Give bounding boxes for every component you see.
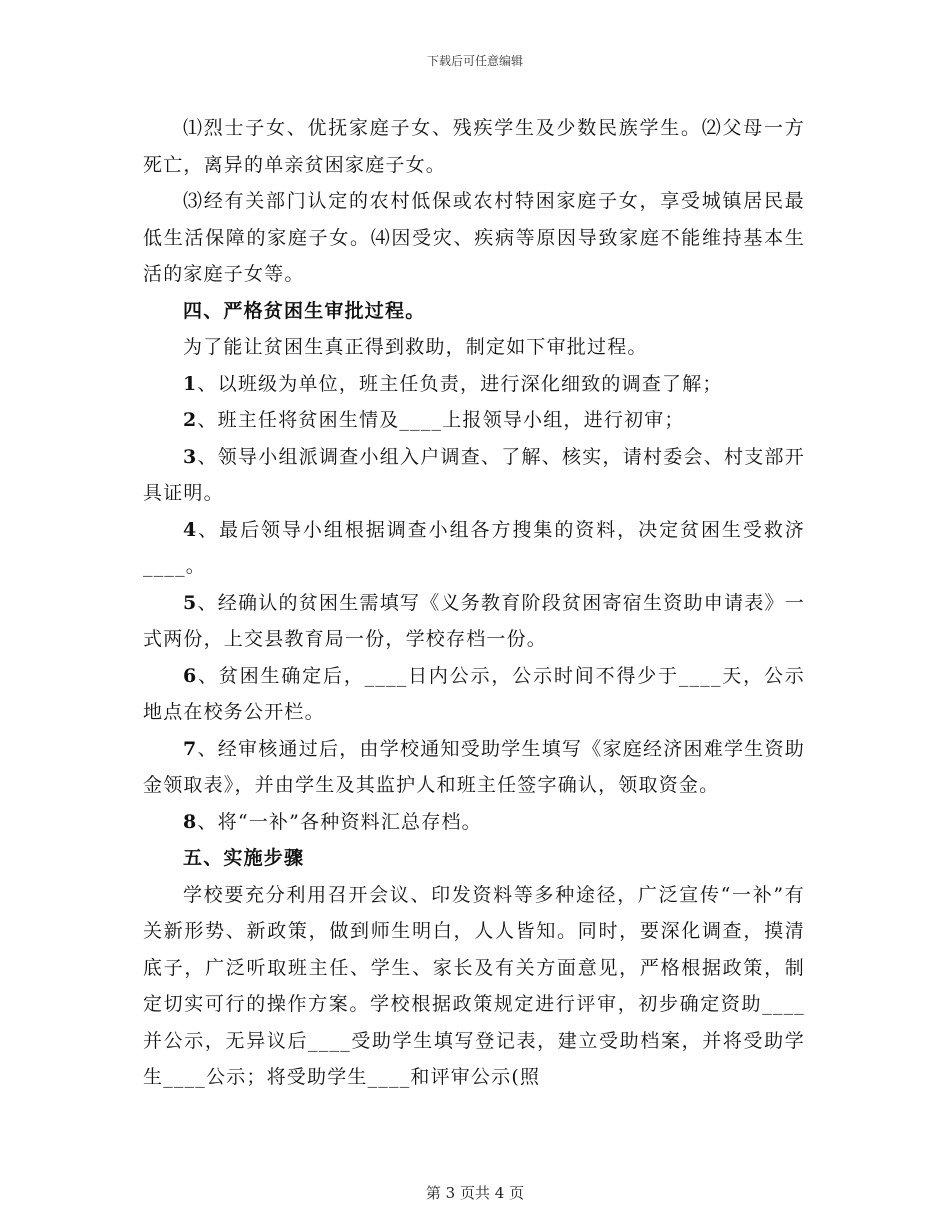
section-heading-5 <box>143 840 805 877</box>
step-number: 6 <box>183 664 198 687</box>
paragraph-text: ⑶经有关部门认定的农村低保或农村特困家庭子女，享受城镇居民最低生活保障的家庭子女。⑷因受灾、疾病等原因导致家庭不能维持基本生活的家庭子女等。 <box>143 190 805 285</box>
step-8 <box>143 804 805 841</box>
paragraph-intro <box>143 329 805 366</box>
paragraph-text: 为了能让贫困生真正得到救助，制定如下审批过程。 <box>183 336 648 358</box>
step-number: 5 <box>183 591 198 614</box>
step-1 <box>143 366 805 403</box>
page-footer: 第 3 页共 4 页 <box>425 1184 525 1202</box>
step-number: 7 <box>183 737 198 760</box>
step-text: 、贫困生确定后，____日内公示，公示时间不得少于____天，公示地点在校务公开栏。 <box>143 664 805 723</box>
step-4 <box>143 512 805 585</box>
step-number: 3 <box>183 445 198 468</box>
step-3 <box>143 439 805 512</box>
step-text: 、以班级为单位，班主任负责，进行深化细致的调查了解； <box>197 372 723 395</box>
step-6 <box>143 658 805 731</box>
step-text: 、领导小组派调查小组入户调查、了解、核实，请村委会、村支部开具证明。 <box>143 445 805 504</box>
paragraph-text: ⑴烈士子女、优抚家庭子女、残疾学生及少数民族学生。⑵父母一方死亡，离异的单亲贫困家庭子女。 <box>143 117 805 176</box>
step-text: 、将“一补”各种资料汇总存档。 <box>197 810 482 833</box>
page-header: 下载后可任意编辑 <box>426 54 523 68</box>
paragraph-implementation <box>143 877 805 1096</box>
step-number: 4 <box>183 518 198 541</box>
step-text: 、经审核通过后，由学校通知受助学生填写《家庭经济困难学生资助金领取表》，并由学生及其监护人和班主任签字确认，领取资金。 <box>143 737 805 796</box>
step-number: 2 <box>183 409 198 431</box>
step-text: 、最后领导小组根据调查小组各方搜集的资料，决定贫困生受救济____。 <box>143 518 805 577</box>
step-number: 8 <box>183 810 198 833</box>
step-7 <box>143 731 805 804</box>
paragraph-text: 学校要充分利用召开会议、印发资料等多种途径，广泛宣传“一补”有关新形势、新政策，做到师生明白，人人皆知。同时，要深化调查，摸清底子，广泛听取班主任、学生、家长及有关方面意见，严格根据政策，制定切实可行的操作方案。学校根据政策规定进行评审，初步确定资助____并公示，无异议后____受助学生填写登记表，建立受助档案，并将受助学生____公示；将受助学生____和评审公示(照 <box>143 883 805 1088</box>
step-2 <box>143 402 805 439</box>
step-text: 、班主任将贫困生情及____上报领导小组，进行初审； <box>197 409 685 431</box>
step-text: 、经确认的贫困生需填写《义务教育阶段贫困寄宿生资助申请表》一式两份，上交县教育局一份，学校存档一份。 <box>143 591 805 650</box>
heading-text: 四、严格贫困生审批过程。 <box>183 299 426 322</box>
step-5 <box>143 585 805 658</box>
step-number: 1 <box>183 372 198 395</box>
document-body <box>143 110 805 1096</box>
paragraph-1 <box>143 110 805 183</box>
section-heading-4 <box>143 293 805 330</box>
heading-text: 五、实施步骤 <box>183 847 305 869</box>
paragraph-2 <box>143 183 805 293</box>
